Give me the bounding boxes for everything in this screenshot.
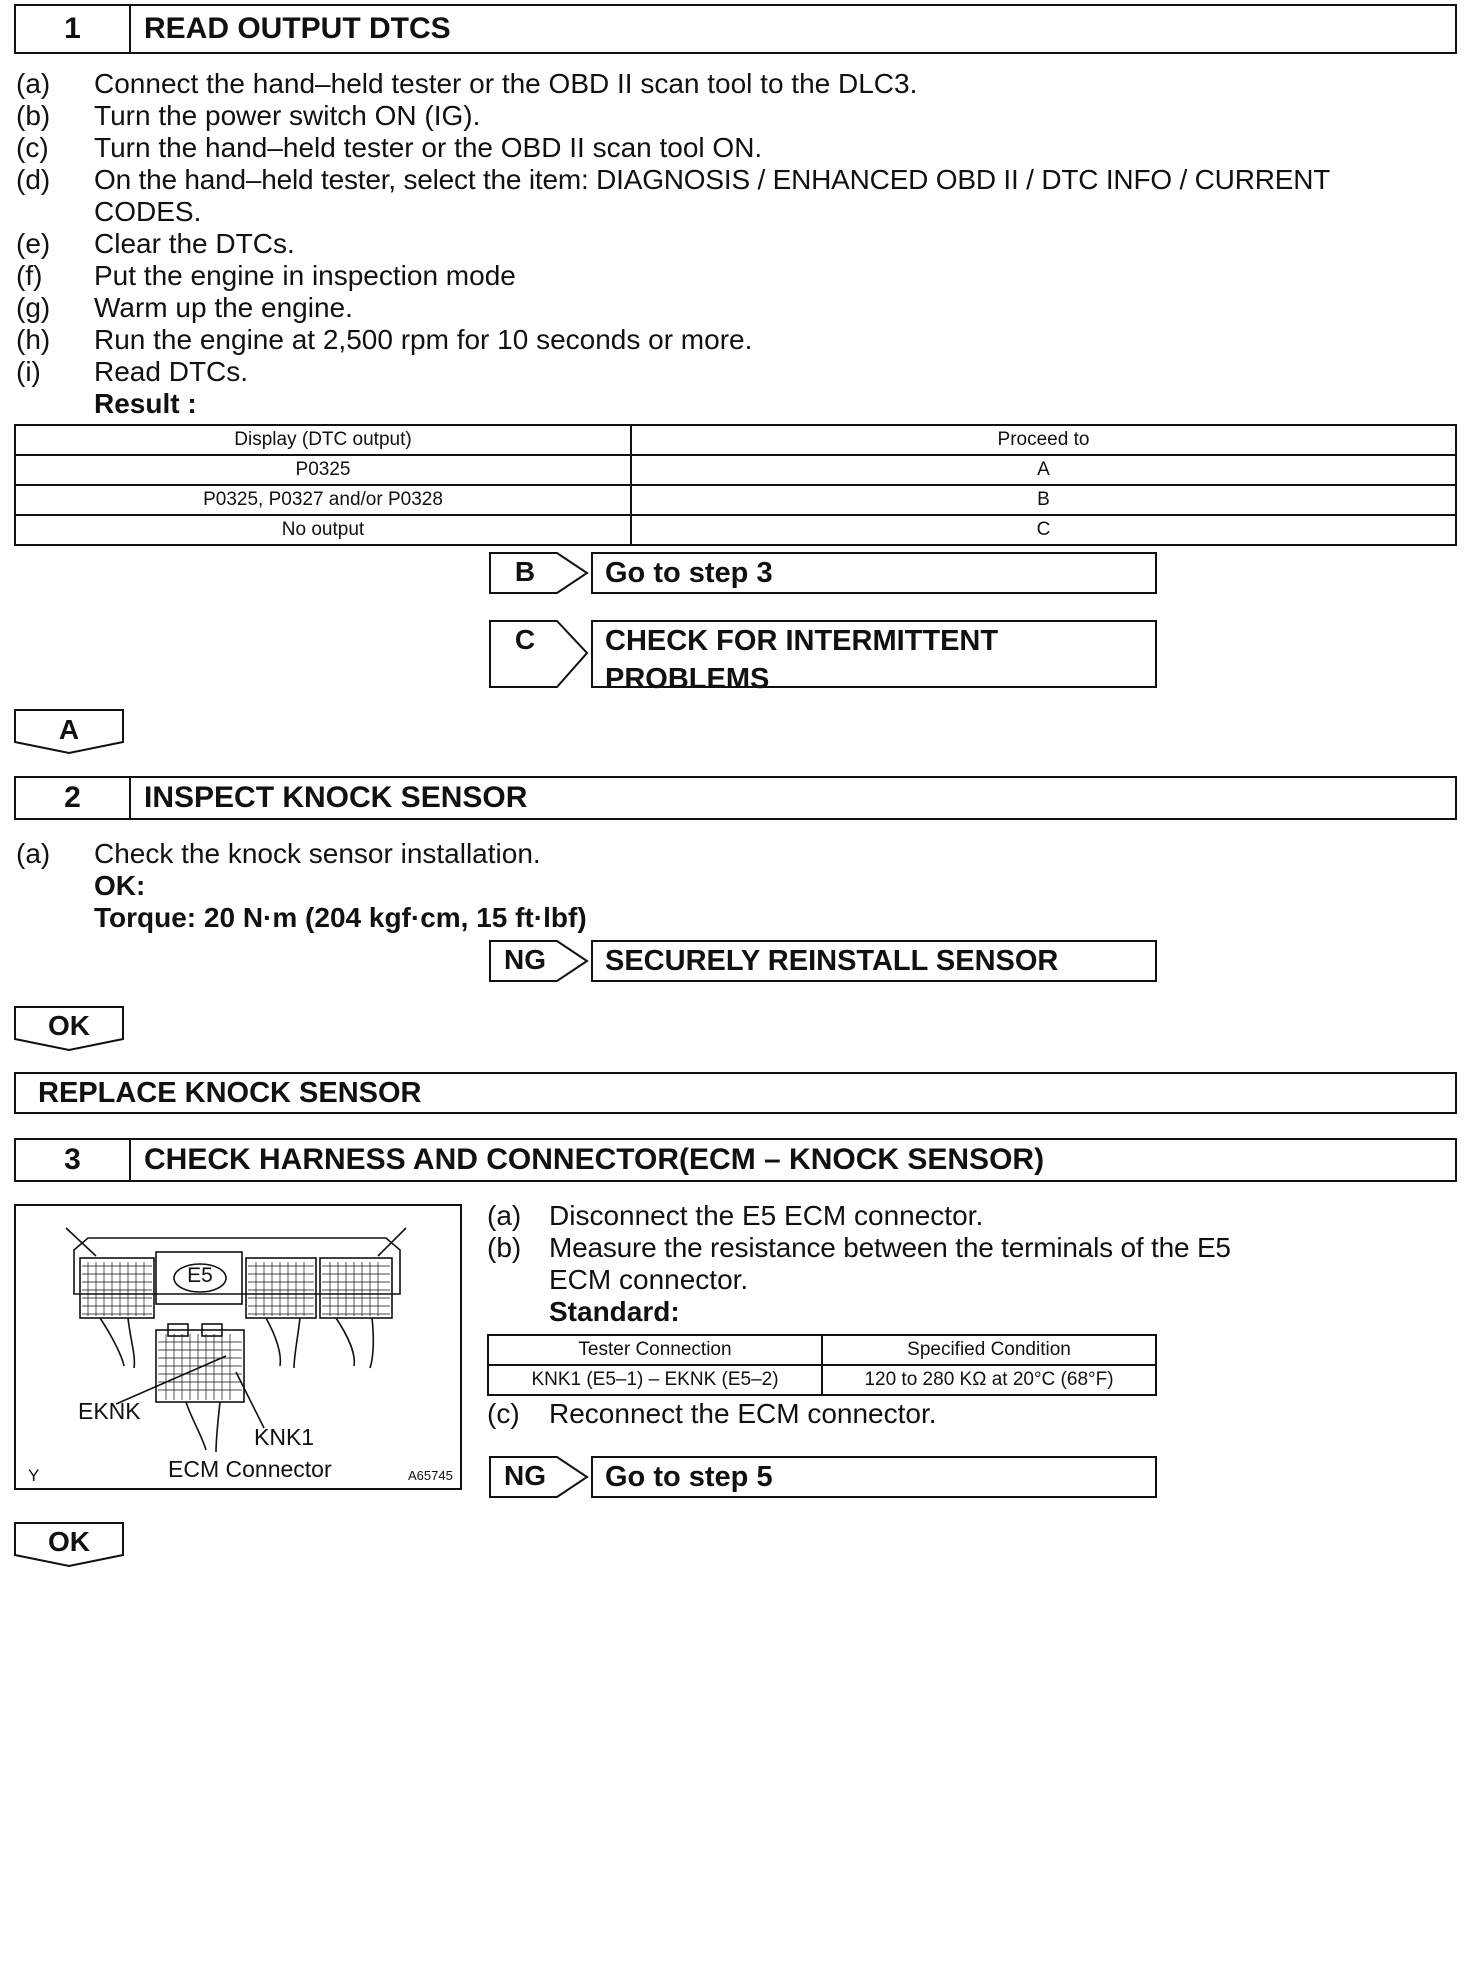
item-letter: (c) bbox=[16, 132, 49, 163]
table-header: Specified Condition bbox=[822, 1335, 1156, 1365]
result-label bbox=[94, 384, 197, 424]
torque-text: Torque: 20 N·m (204 kgf·cm, 15 ft·lbf) bbox=[94, 902, 587, 933]
item-letter: (f) bbox=[16, 260, 43, 291]
step2-header bbox=[14, 776, 1457, 820]
branch-ng-box[interactable] bbox=[591, 940, 1157, 982]
item-letter: (b) bbox=[487, 1232, 522, 1263]
item-text: Connect the hand–held tester or the OBD II scan tool to the DLC3. bbox=[94, 68, 918, 99]
item-text: Check the knock sensor installation. bbox=[94, 838, 541, 869]
item-text: Reconnect the ECM connector. bbox=[549, 1398, 937, 1429]
branch-b-text: Go to step 3 bbox=[605, 557, 773, 589]
table-row bbox=[15, 455, 1456, 485]
item-letter: (i) bbox=[16, 356, 41, 387]
item-text-continued: ECM connector. bbox=[549, 1264, 749, 1295]
branch-ng-text: SECURELY REINSTALL SENSOR bbox=[605, 945, 1059, 977]
item-letter: (c) bbox=[487, 1398, 520, 1429]
item-text: Put the engine in inspection mode bbox=[94, 260, 516, 291]
step3-next-tag-ok: OK bbox=[48, 1526, 90, 1557]
item-text: Turn the hand–held tester or the OBD II scan tool ON. bbox=[94, 132, 763, 163]
step1-header bbox=[14, 4, 1457, 54]
table-cell: No output bbox=[15, 515, 631, 545]
item-text: On the hand–held tester, select the item: DIAGNOSIS / ENHANCED OBD II / DTC INFO / CURRENT bbox=[94, 164, 1331, 195]
table-cell: P0325 bbox=[15, 455, 631, 485]
step-title: INSPECT KNOCK SENSOR bbox=[144, 781, 528, 814]
figure-corner-right: A65745 bbox=[408, 1468, 453, 1483]
result-label-text: Result : bbox=[94, 388, 197, 419]
standard-label-text: Standard: bbox=[549, 1296, 680, 1327]
item-text: Disconnect the E5 ECM connector. bbox=[549, 1200, 984, 1231]
next-tag-ok: OK bbox=[48, 1010, 90, 1041]
item-text: Run the engine at 2,500 rpm for 10 seconds or more. bbox=[94, 324, 753, 355]
next-tag-a: A bbox=[58, 714, 80, 745]
item-text-continued: CODES. bbox=[94, 196, 202, 227]
table-cell: B bbox=[631, 485, 1456, 515]
eknk-label: EKNK bbox=[78, 1398, 141, 1424]
branch-b-box[interactable] bbox=[591, 552, 1157, 594]
step-number: 2 bbox=[16, 778, 131, 818]
ok-label-text: OK: bbox=[94, 870, 146, 901]
item-letter: (d) bbox=[16, 164, 51, 195]
branch-c-tag: C bbox=[514, 624, 536, 655]
item-letter: (a) bbox=[487, 1200, 522, 1231]
table-header: Tester Connection bbox=[488, 1335, 822, 1365]
branch-c-text: CHECK FOR INTERMITTENT PROBLEMS bbox=[605, 625, 999, 695]
table-cell: 120 to 280 KΩ at 20°C (68°F) bbox=[822, 1365, 1156, 1395]
ecm-connector-diagram bbox=[16, 1206, 460, 1488]
step3-ng-tag: NG bbox=[504, 1460, 546, 1491]
table-row bbox=[15, 515, 1456, 545]
table-header: Display (DTC output) bbox=[15, 425, 631, 455]
branch-ng-tag: NG bbox=[504, 944, 546, 975]
knk1-label: KNK1 bbox=[254, 1424, 315, 1450]
item-text: Turn the power switch ON (IG). bbox=[94, 100, 481, 131]
connector-label: E5 bbox=[187, 1264, 213, 1287]
item-text: Warm up the engine. bbox=[94, 292, 353, 323]
step3-ng-text: Go to step 5 bbox=[605, 1461, 773, 1493]
table-row bbox=[488, 1365, 1156, 1395]
item-text: Read DTCs. bbox=[94, 356, 249, 387]
table-cell: KNK1 (E5–1) – EKNK (E5–2) bbox=[488, 1365, 822, 1395]
item-text: Measure the resistance between the terminals of the E5 bbox=[549, 1232, 1231, 1263]
standard-label bbox=[549, 1292, 680, 1332]
replace-box[interactable] bbox=[14, 1072, 1457, 1114]
table-header: Proceed to bbox=[631, 425, 1456, 455]
step-title: READ OUTPUT DTCS bbox=[144, 12, 451, 45]
item-letter: (b) bbox=[16, 100, 51, 131]
step-number: 3 bbox=[16, 1140, 131, 1180]
item-letter: (g) bbox=[16, 292, 51, 323]
step3-header bbox=[14, 1138, 1457, 1182]
figure-caption: ECM Connector bbox=[168, 1456, 332, 1482]
resistance-table bbox=[487, 1334, 1157, 1396]
table-cell: A bbox=[631, 455, 1456, 485]
figure-corner-left: Y bbox=[28, 1466, 40, 1485]
torque-spec bbox=[94, 898, 587, 938]
replace-text: REPLACE KNOCK SENSOR bbox=[38, 1077, 422, 1109]
step3-ng-box[interactable] bbox=[591, 1456, 1157, 1498]
item-letter: (a) bbox=[16, 838, 51, 869]
item-text: Clear the DTCs. bbox=[94, 228, 295, 259]
item-letter: (a) bbox=[16, 68, 51, 99]
connector-figure bbox=[14, 1204, 462, 1490]
table-cell: P0325, P0327 and/or P0328 bbox=[15, 485, 631, 515]
branch-b-tag: B bbox=[514, 556, 536, 587]
item-letter: (h) bbox=[16, 324, 51, 355]
table-cell: C bbox=[631, 515, 1456, 545]
table-row bbox=[15, 485, 1456, 515]
result-table bbox=[14, 424, 1457, 546]
step-number: 1 bbox=[16, 6, 131, 52]
step-title: CHECK HARNESS AND CONNECTOR(ECM – KNOCK SENSOR) bbox=[144, 1143, 1045, 1176]
branch-c-box[interactable] bbox=[591, 620, 1157, 695]
item-letter: (e) bbox=[16, 228, 51, 259]
